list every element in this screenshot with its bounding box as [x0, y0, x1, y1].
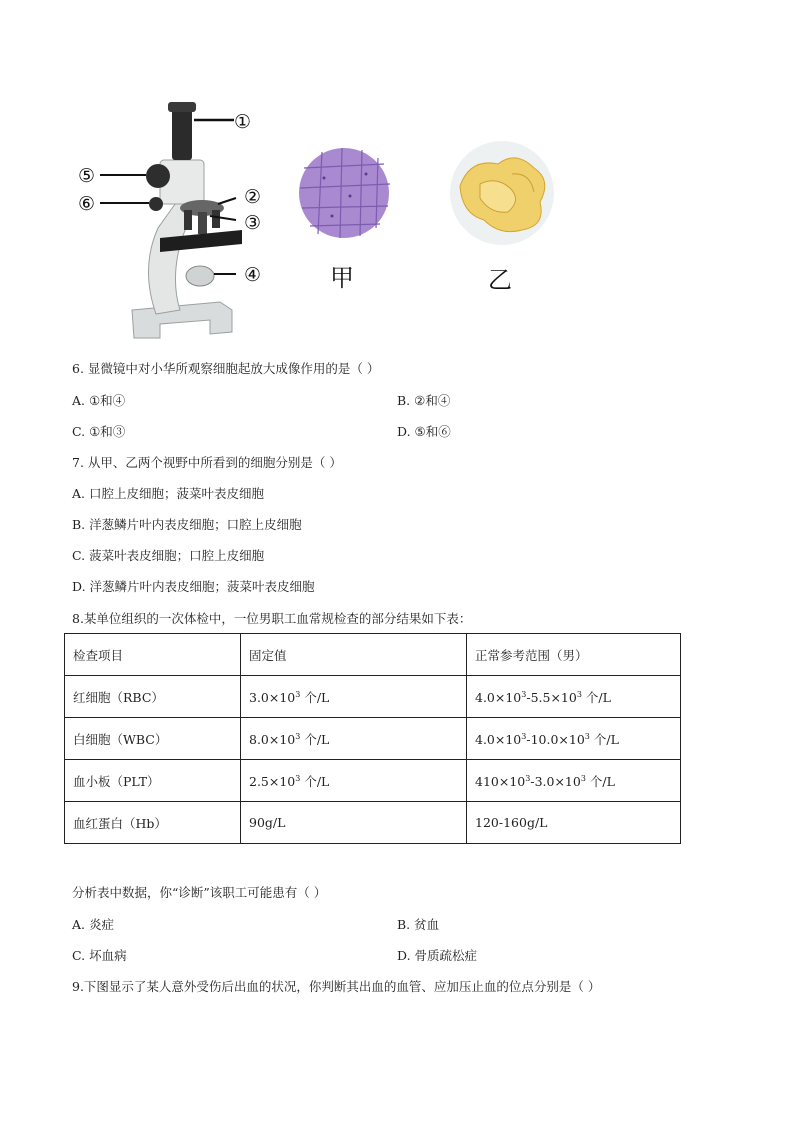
- q7-stem: 7. 从甲、乙两个视野中所看到的细胞分别是（ ）: [72, 455, 342, 470]
- table-cell-range: 120-160g/L: [467, 802, 681, 844]
- q8-option-b[interactable]: B. 贫血: [397, 917, 440, 932]
- q8-stem: 8.某单位组织的一次体检中，一位男职工血常规检查的部分结果如下表：: [72, 611, 472, 626]
- eyepiece-part: [172, 108, 192, 160]
- table-cell-range: $4.0\times 10^3-10.0\times 10^3$ 个/L: [467, 718, 681, 760]
- blood-test-table: [64, 633, 681, 844]
- callout-3: ③: [244, 212, 262, 234]
- microscope-figure: [60, 88, 580, 343]
- q7-option-c[interactable]: C. 菠菜叶表皮细胞；口腔上皮细胞: [72, 548, 265, 563]
- fine-focus-knob: [149, 197, 163, 211]
- callout-5: ⑤: [78, 165, 96, 187]
- table-cell-item: 白细胞（WBC）: [65, 718, 241, 760]
- q7-option-a[interactable]: A. 口腔上皮细胞；菠菜叶表皮细胞: [72, 486, 264, 501]
- table-row: [65, 718, 681, 760]
- q8-option-a[interactable]: A. 炎症: [72, 917, 114, 932]
- table-header-cell: 正常参考范围（男）: [467, 634, 681, 676]
- q8-analysis: 分析表中数据，你“诊断”该职工可能患有（ ）: [72, 885, 327, 900]
- q6-option-b[interactable]: B. ②和④: [397, 393, 451, 408]
- table-row: [65, 760, 681, 802]
- q7-option-b[interactable]: B. 洋葱鳞片叶内表皮细胞；口腔上皮细胞: [72, 517, 302, 532]
- table-cell-value: 90g/L: [241, 802, 467, 844]
- coarse-focus-knob: [146, 164, 170, 188]
- view-yi-image: [450, 141, 554, 245]
- callout-2: ②: [244, 186, 262, 208]
- view-jia-label: 甲: [330, 264, 354, 292]
- view-jia-image: [299, 148, 390, 238]
- table-header-row: [65, 634, 681, 676]
- callout-6: ⑥: [78, 193, 96, 215]
- q6-stem: 6. 显微镜中对小华所观察细胞起放大成像作用的是（ ）: [72, 361, 380, 376]
- table-cell-item: 红细胞（RBC）: [65, 676, 241, 718]
- view-yi-label: 乙: [488, 266, 512, 294]
- q6-option-c[interactable]: C. ①和③: [72, 424, 126, 439]
- table-cell-value: $3.0\times 10^3$ 个/L: [241, 676, 467, 718]
- table-cell-range: $410\times 10^3-3.0\times 10^3$ 个/L: [467, 760, 681, 802]
- microscope-drawing: [60, 88, 580, 343]
- table-header-cell: 检查项目: [65, 634, 241, 676]
- callout-4: ④: [244, 264, 262, 286]
- table-cell-range: $4.0\times 10^3-5.5\times 10^3$ 个/L: [467, 676, 681, 718]
- q8-option-d[interactable]: D. 骨质疏松症: [397, 948, 478, 963]
- table-cell-item: 血小板（PLT）: [65, 760, 241, 802]
- objective-part: [198, 212, 207, 234]
- q6-option-a[interactable]: A. ①和④: [72, 393, 126, 408]
- q6-option-d[interactable]: D. ⑤和⑥: [397, 424, 451, 439]
- table-cell-value: $2.5\times 10^3$ 个/L: [241, 760, 467, 802]
- q9-stem: 9.下图显示了某人意外受伤后出血的状况，你判断其出血的血管、应加压止血的位点分别是（ ）: [72, 979, 601, 994]
- table-row: [65, 802, 681, 844]
- table-cell-value: $8.0\times 10^3$ 个/L: [241, 718, 467, 760]
- q8-option-c[interactable]: C. 坏血病: [72, 948, 127, 963]
- q7-option-d[interactable]: D. 洋葱鳞片叶内表皮细胞；菠菜叶表皮细胞: [72, 579, 315, 594]
- reflector-mirror: [186, 266, 214, 286]
- callout-1: ①: [234, 111, 252, 133]
- table-header-cell: 固定值: [241, 634, 467, 676]
- table-cell-item: 血红蛋白（Hb）: [65, 802, 241, 844]
- table-row: [65, 676, 681, 718]
